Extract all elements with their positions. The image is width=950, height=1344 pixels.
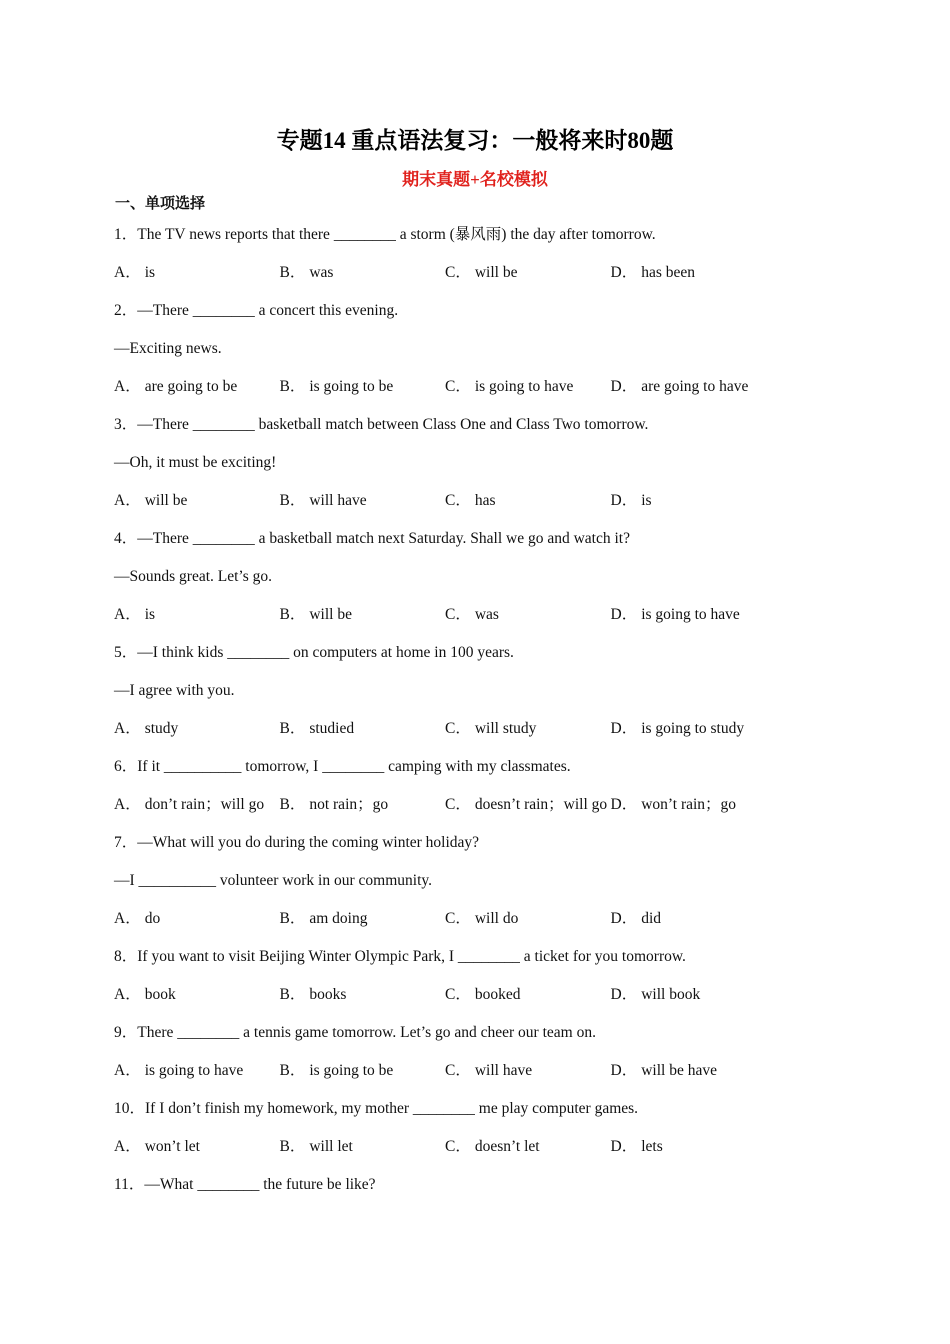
question-block <box>114 298 834 412</box>
option <box>611 1058 777 1096</box>
question-stem: 2．—There ________ a concert this evening. <box>114 302 399 319</box>
option-letter: B． <box>279 1062 306 1079</box>
option <box>611 716 777 754</box>
options-row <box>114 792 834 830</box>
question-block <box>114 526 834 640</box>
option <box>280 1058 446 1096</box>
option-text: has <box>474 492 496 509</box>
option-text: was <box>474 606 499 623</box>
option-letter: A． <box>114 492 141 509</box>
option-text: studied <box>309 720 355 737</box>
question-block <box>114 222 834 298</box>
option-letter: C． <box>445 720 471 737</box>
option <box>280 906 446 944</box>
question-block <box>114 830 834 944</box>
question-reply: —Exciting news. <box>114 340 222 357</box>
option <box>280 374 446 412</box>
option <box>114 602 280 640</box>
option-text: study <box>144 720 179 737</box>
option-letter: D． <box>610 264 638 281</box>
option <box>114 260 280 298</box>
option <box>114 1134 280 1172</box>
option-text: books <box>309 986 347 1003</box>
option <box>445 602 611 640</box>
option <box>445 260 611 298</box>
options-row <box>114 374 834 412</box>
option-text: doesn’t rain；will go <box>474 796 608 813</box>
options-row <box>114 260 834 298</box>
option-text: booked <box>474 986 521 1003</box>
option-text: lets <box>641 1138 663 1155</box>
option-letter: C． <box>445 606 471 623</box>
option-letter: D． <box>610 606 638 623</box>
option <box>280 1134 446 1172</box>
option-text: will be <box>309 606 352 623</box>
option-text: will have <box>309 492 367 509</box>
option-letter: D． <box>610 1138 638 1155</box>
option-letter: C． <box>445 986 471 1003</box>
option <box>280 982 446 1020</box>
option-text: is going to have <box>641 606 740 623</box>
option <box>114 982 280 1020</box>
option-text: is <box>144 264 156 281</box>
question-reply: —I agree with you. <box>114 682 235 699</box>
option-letter: C． <box>445 1138 471 1155</box>
option-letter: C． <box>445 264 471 281</box>
option-text: is <box>641 492 652 509</box>
question-stem: 10．If I don’t finish my homework, my mother ________ me play computer games. <box>114 1100 639 1117</box>
option-letter: B． <box>279 910 306 927</box>
option-letter: A． <box>114 986 141 1003</box>
question-reply: —Sounds great. Let’s go. <box>114 568 272 585</box>
question-stem: 5．—I think kids ________ on computers at home in 100 years. <box>114 644 514 661</box>
options-row <box>114 1134 834 1172</box>
option-letter: C． <box>445 796 471 813</box>
option-text: has been <box>641 264 695 281</box>
option-letter: A． <box>114 1062 141 1079</box>
question-stem: 4．—There ________ a basketball match next Saturday. Shall we go and watch it? <box>114 530 630 547</box>
option-letter: C． <box>445 378 471 395</box>
option-text: do <box>144 910 161 927</box>
option-text: are going to be <box>144 378 238 395</box>
option-letter: B． <box>279 1138 306 1155</box>
option-letter: A． <box>114 606 141 623</box>
option-text: doesn’t let <box>474 1138 540 1155</box>
option-text: am doing <box>309 910 368 927</box>
option-letter: C． <box>445 492 471 509</box>
option-letter: B． <box>279 378 306 395</box>
option-text: is <box>144 606 156 623</box>
option-text: book <box>144 986 176 1003</box>
option-letter: B． <box>279 796 306 813</box>
question-block <box>114 754 834 830</box>
option-letter: C． <box>445 1062 471 1079</box>
option-text: is going to have <box>474 378 574 395</box>
option-text: don’t rain；will go <box>144 796 265 813</box>
question-block <box>114 1020 834 1096</box>
option-text: did <box>641 910 662 927</box>
option-letter: D． <box>610 910 638 927</box>
document-title: 专题14 重点语法复习：一般将来时80题 <box>276 128 674 153</box>
option <box>445 982 611 1020</box>
option-letter: A． <box>114 1138 141 1155</box>
question-block <box>114 640 834 754</box>
option-letter: D． <box>610 1062 638 1079</box>
option-text: was <box>309 264 334 281</box>
option <box>114 716 280 754</box>
option-text: will book <box>641 986 701 1003</box>
option-letter: A． <box>114 378 141 395</box>
options-row <box>114 906 834 944</box>
option-letter: B． <box>279 492 306 509</box>
option <box>445 906 611 944</box>
options-row <box>114 982 834 1020</box>
option <box>445 792 611 830</box>
option-letter: B． <box>279 720 306 737</box>
question-stem: 11．—What ________ the future be like? <box>114 1176 376 1193</box>
option <box>280 792 446 830</box>
option <box>445 374 611 412</box>
option <box>280 488 446 526</box>
question-block <box>114 1172 834 1210</box>
option <box>114 906 280 944</box>
document-subtitle: 期末真题+名校模拟 <box>402 170 548 189</box>
option-letter: D． <box>610 378 638 395</box>
question-block <box>114 412 834 526</box>
option <box>445 488 611 526</box>
option-text: won’t let <box>144 1138 200 1155</box>
option-text: is going to be <box>309 1062 394 1079</box>
option-text: will let <box>309 1138 353 1155</box>
option-text: will have <box>474 1062 533 1079</box>
option-text: are going to have <box>641 378 749 395</box>
option-text: is going to have <box>144 1062 244 1079</box>
option <box>611 1134 777 1172</box>
option-text: will be have <box>641 1062 717 1079</box>
option-letter: D． <box>610 720 638 737</box>
option-letter: A． <box>114 796 141 813</box>
option-letter: D． <box>610 986 638 1003</box>
question-reply: —Oh, it must be exciting! <box>114 454 277 471</box>
option <box>445 1058 611 1096</box>
question-block <box>114 944 834 1020</box>
option <box>611 602 777 640</box>
option-letter: D． <box>610 796 638 813</box>
option <box>611 982 777 1020</box>
option-text: will study <box>474 720 537 737</box>
question-stem: 6．If it __________ tomorrow, I ________ camping with my classmates. <box>114 758 571 775</box>
option-letter: A． <box>114 720 141 737</box>
question-block <box>114 1096 834 1172</box>
option-letter: C． <box>445 910 471 927</box>
question-stem: 9．There ________ a tennis game tomorrow. Let’s go and cheer our team on. <box>114 1024 596 1041</box>
option <box>280 602 446 640</box>
option-letter: A． <box>114 910 141 927</box>
option <box>114 792 280 830</box>
option-letter: D． <box>610 492 638 509</box>
option <box>611 374 777 412</box>
options-row <box>114 716 834 754</box>
option <box>611 906 777 944</box>
option <box>611 488 777 526</box>
option <box>280 716 446 754</box>
option <box>445 716 611 754</box>
option-letter: B． <box>279 264 306 281</box>
option <box>611 792 777 830</box>
question-reply: —I __________ volunteer work in our community. <box>114 872 432 889</box>
option <box>114 488 280 526</box>
question-list <box>114 222 834 1210</box>
option-text: will do <box>474 910 519 927</box>
option-text: not rain；go <box>309 796 389 813</box>
option-letter: B． <box>279 986 306 1003</box>
option-letter: A． <box>114 264 141 281</box>
option-text: will be <box>144 492 188 509</box>
option <box>445 1134 611 1172</box>
option-text: won’t rain；go <box>641 796 737 813</box>
question-stem: 3．—There ________ basketball match between Class One and Class Two tomorrow. <box>114 416 649 433</box>
question-stem: 7．—What will you do during the coming winter holiday? <box>114 834 480 851</box>
option-text: is going to be <box>309 378 394 395</box>
option <box>611 260 777 298</box>
option-text: is going to study <box>641 720 745 737</box>
options-row <box>114 488 834 526</box>
option-text: will be <box>474 264 518 281</box>
question-stem: 8．If you want to visit Beijing Winter Olympic Park, I ________ a ticket for you tomorrow. <box>114 948 686 965</box>
option <box>280 260 446 298</box>
options-row <box>114 602 834 640</box>
option-letter: B． <box>279 606 306 623</box>
option <box>114 1058 280 1096</box>
section-heading: 一、单项选择 <box>115 194 206 212</box>
question-stem: 1．The TV news reports that there ________ a storm (暴风雨) the day after tomorrow. <box>114 226 656 243</box>
option <box>114 374 280 412</box>
options-row <box>114 1058 834 1096</box>
